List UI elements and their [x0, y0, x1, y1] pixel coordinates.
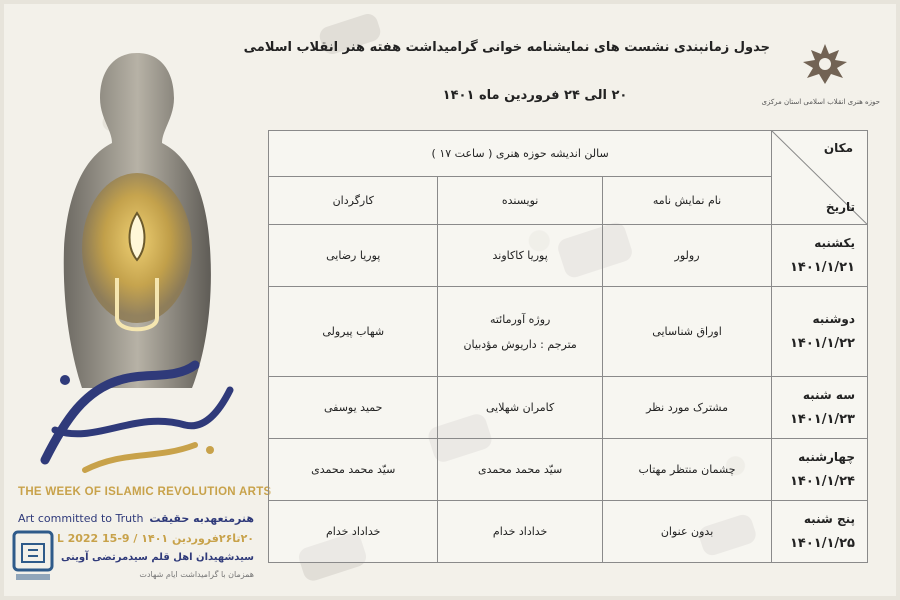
- schedule-table: [268, 130, 868, 563]
- col-header-play: نام نمایش نامه: [602, 177, 771, 225]
- play-cell: اوراق شناسایی: [602, 287, 771, 377]
- col-header-writer: نویسنده: [438, 177, 602, 225]
- writer-name: روژه آورمائته: [489, 312, 551, 326]
- poster-dedication: سیدشهیدان اهل قلم سیدمرتضی آوینی: [60, 552, 254, 563]
- statue-illustration: [42, 48, 232, 393]
- poster-note: همزمان با گرامیداشت ایام شهادت: [139, 570, 254, 579]
- table-row: [269, 377, 868, 439]
- table-row: [269, 501, 868, 563]
- director-cell: خداداد خدام: [269, 501, 438, 563]
- venue-cell: سالن اندیشه حوزه هنری ( ساعت ۱۷ ): [269, 131, 772, 177]
- day-name: سه شنبه: [802, 388, 855, 402]
- motto-fa: هنرمتعهدبه حقیقت: [149, 511, 254, 525]
- director-cell: پوریا رضایی: [269, 225, 438, 287]
- play-cell: رولور: [602, 225, 771, 287]
- day-date: ۱۴۰۱/۱/۲۴: [789, 474, 855, 489]
- day-cell: [772, 287, 868, 377]
- calligraphy-logo: [25, 350, 240, 480]
- theater-logo-icon: [8, 528, 58, 586]
- day-cell: [772, 501, 868, 563]
- day-cell: [772, 439, 868, 501]
- festival-poster: [0, 0, 272, 600]
- org-logo-icon: [795, 40, 855, 90]
- table-row: [269, 225, 868, 287]
- col-header-director: کارگردان: [269, 177, 438, 225]
- play-cell: مشترک مورد نظر: [602, 377, 771, 439]
- poster-week-title: THE WEEK OF ISLAMIC REVOLUTION ARTS: [18, 486, 272, 498]
- director-cell: سیّد محمد محمدی: [269, 439, 438, 501]
- day-date: ۱۴۰۱/۱/۲۵: [789, 536, 855, 551]
- translator-name: مترجم : داریوش مؤدبیان: [463, 337, 577, 351]
- day-date: ۱۴۰۱/۱/۲۱: [789, 260, 855, 275]
- org-name: حوزه هنری انقلاب اسلامی استان مرکزی: [761, 98, 880, 106]
- play-cell: بدون عنوان: [602, 501, 771, 563]
- motto-en: Art committed to Truth: [18, 511, 144, 525]
- writer-cell: خداداد خدام: [438, 501, 602, 563]
- day-name: یکشنبه: [814, 236, 855, 250]
- table-row: [269, 287, 868, 377]
- corner-header: [772, 131, 868, 225]
- poster-dates: ۲۰تا۲۶فروردین ۱۴۰۱ / 9-15 APRIL 2022: [27, 532, 254, 545]
- play-cell: چشمان منتظر مهتاب: [602, 439, 771, 501]
- date-label: تاریخ: [825, 200, 855, 214]
- director-cell: شهاب پیرولی: [269, 287, 438, 377]
- writer-cell: پوریا کاکاوند: [438, 225, 602, 287]
- poster-motto: [18, 508, 254, 528]
- writer-cell: کامران شهلایی: [438, 377, 602, 439]
- day-date: ۱۴۰۱/۱/۲۳: [789, 412, 855, 427]
- writer-cell: سیّد محمد محمدی: [438, 439, 602, 501]
- day-cell: [772, 377, 868, 439]
- page-subtitle: ۲۰ الی ۲۴ فروردین ماه ۱۴۰۱: [442, 88, 628, 103]
- director-cell: حمید یوسفی: [269, 377, 438, 439]
- table-row: [269, 439, 868, 501]
- page-title: جدول زمانبندی نشست های نمایشنامه خوانی گرامیداشت هفته هنر انقلاب اسلامی: [243, 40, 770, 55]
- place-label: مکان: [823, 141, 853, 155]
- writer-cell: [438, 287, 602, 377]
- day-name: پنج شنبه: [803, 512, 855, 526]
- day-name: دوشنبه: [812, 312, 855, 326]
- day-date: ۱۴۰۱/۱/۲۲: [789, 336, 855, 351]
- day-name: چهارشنبه: [798, 450, 855, 464]
- day-cell: [772, 225, 868, 287]
